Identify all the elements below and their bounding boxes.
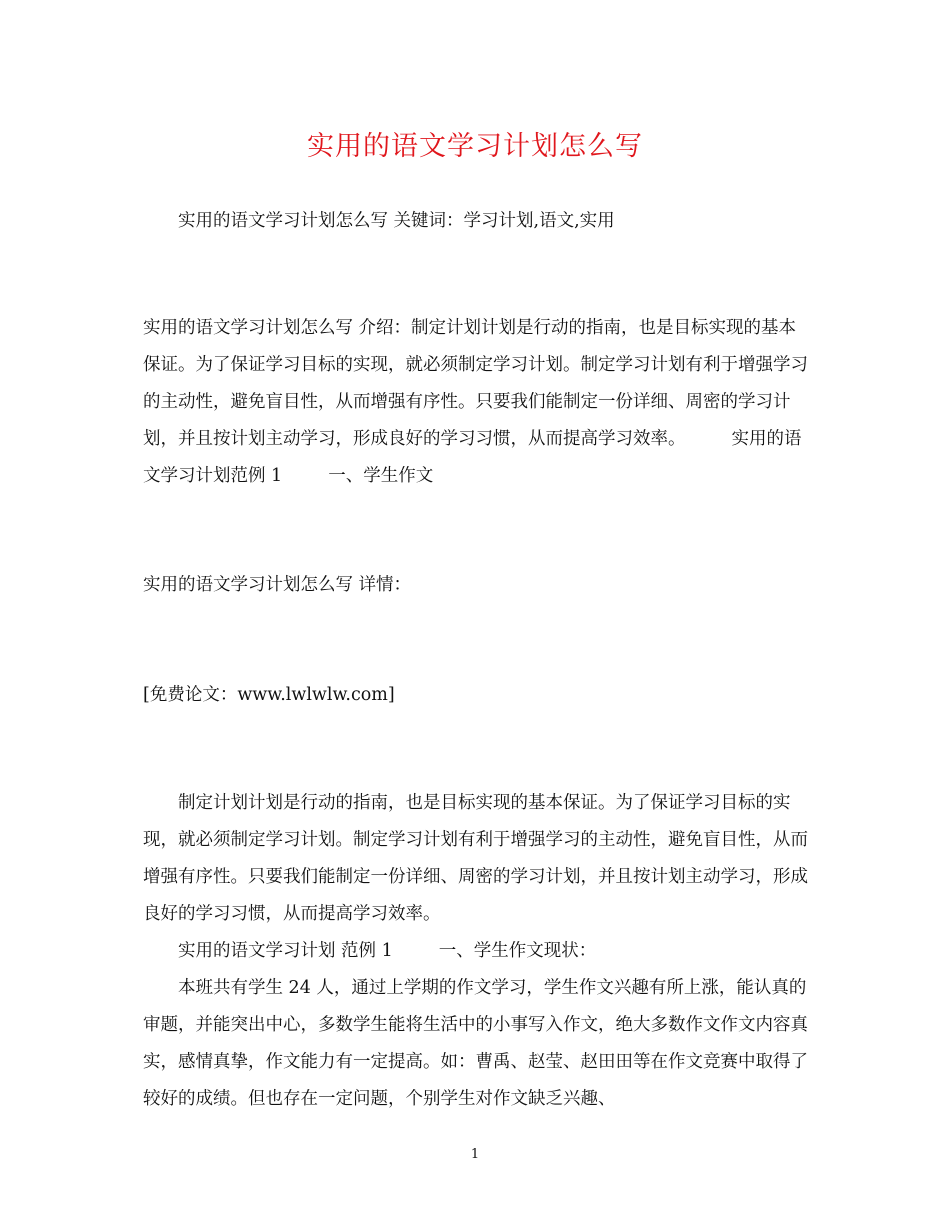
body-paragraph: 制定计划计划是行动的指南，也是目标实现的基本保证。为了保证学习目标的实现，就必须制定学习计划。制定学习计划有利于增强学习的主动性，避免盲目性，从而增强有序性。只要我们能制定一份详细、周密的学习计划，并且按计划主动学习，形成良好的学习习惯，从而提高学习效率。 [143, 793, 808, 924]
intro-paragraph [143, 310, 808, 495]
intro-section-label: 一、学生作文 [328, 466, 434, 486]
example-line [143, 933, 808, 970]
status-paragraph: 本班共有学生 24 人，通过上学期的作文学习，学生作文兴趣有所上涨，能认真的审题，并能突出中心，多数学生能将生活中的小事写入作文，绝大多数作文作文内容真实，感情真挚，作文能力有一定提高。如：曹禹、赵莹、赵田田等在作文竞赛中取得了较好的成绩。但也存在一定问题，个别学生对作文缺乏兴趣、 [143, 978, 808, 1109]
intro-example-label: 实用的语文学习计划范例 1 [143, 429, 802, 486]
example-section: 一、学生作文现状： [438, 941, 597, 961]
example-label: 实用的语文学习计划 范例 1 [178, 941, 393, 961]
source-note: [免费论文：www.lwlwlw.com] [143, 685, 395, 705]
intro-text: 实用的语文学习计划怎么写 介绍：制定计划计划是行动的指南，也是目标实现的基本保证。为了保证学习目标的实现，就必须制定学习计划。制定学习计划有利于增强学习的主动性，避免盲目性，从而增强有序性。只要我们能制定一份详细、周密的学习计划，并且按计划主动学习，形成良好的学习习惯，从而提高学习效率。 [143, 318, 808, 449]
keywords-line: 实用的语文学习计划怎么写 关键词：学习计划,语文,实用 [178, 211, 615, 231]
document-title: 实用的语文学习计划怎么写 [307, 131, 643, 162]
details-heading: 实用的语文学习计划怎么写 详情： [143, 575, 412, 595]
page-number: 1 [470, 1147, 480, 1162]
